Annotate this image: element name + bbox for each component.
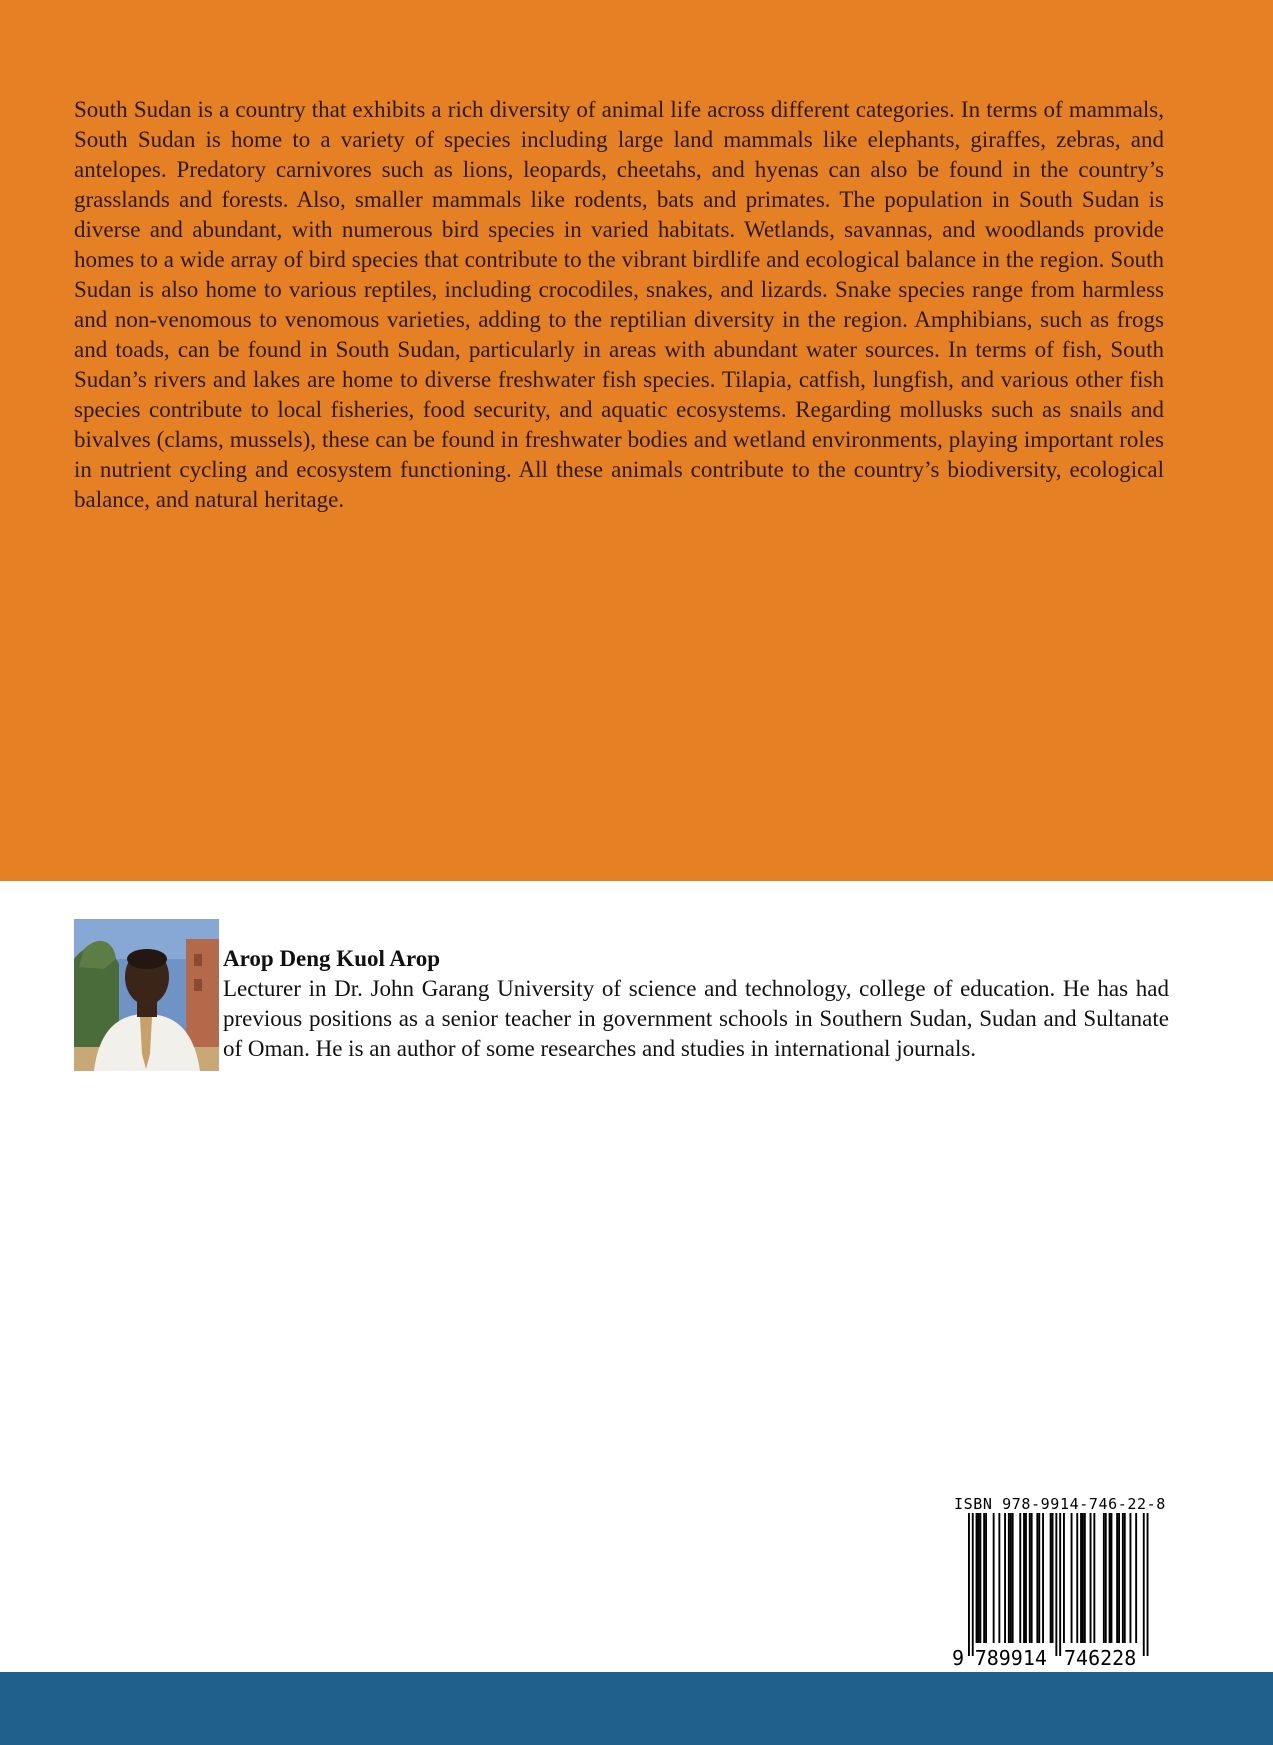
barcode-bar xyxy=(1010,1513,1012,1643)
barcode-bar xyxy=(1042,1513,1044,1643)
barcode-bar xyxy=(1071,1513,1073,1643)
barcode-bar xyxy=(978,1513,980,1643)
barcode-bar xyxy=(1036,1513,1038,1643)
barcode-bar xyxy=(979,1513,981,1643)
barcode-bar xyxy=(1116,1513,1118,1643)
barcode-bar xyxy=(1080,1513,1082,1643)
barcode-bar xyxy=(1025,1513,1027,1643)
barcode-bar xyxy=(1082,1513,1084,1643)
barcode-graphic xyxy=(948,1493,1174,1673)
barcode-bar xyxy=(993,1513,995,1643)
barcode-bar xyxy=(1093,1513,1095,1643)
barcode-bar xyxy=(1076,1513,1078,1643)
barcode-bar xyxy=(1059,1513,1061,1656)
barcode-bar xyxy=(1004,1513,1006,1643)
bottom-color-band xyxy=(0,1672,1273,1745)
barcode-bar xyxy=(998,1513,1000,1643)
barcode-bar xyxy=(1124,1513,1126,1643)
barcode-bar xyxy=(983,1513,985,1643)
barcode-bar xyxy=(1063,1513,1065,1643)
author-portrait-image xyxy=(74,919,219,1071)
barcode-bar xyxy=(1031,1513,1033,1643)
barcode-digits-left: 789914 xyxy=(974,1646,1047,1670)
isbn-label: ISBN 978-9914-746-22-8 xyxy=(954,1495,1166,1513)
barcode-bar xyxy=(1055,1513,1057,1656)
barcode-bar xyxy=(1105,1513,1107,1643)
barcode-bar xyxy=(1109,1513,1111,1643)
author-photo xyxy=(74,919,219,1071)
barcode-bar xyxy=(976,1513,978,1643)
barcode-bar xyxy=(972,1513,974,1656)
barcode-bar xyxy=(1135,1513,1137,1643)
barcode-digits-right: 746228 xyxy=(1064,1646,1137,1670)
barcode-bar xyxy=(1019,1513,1021,1643)
barcode-bar xyxy=(1143,1513,1145,1656)
barcode-bar xyxy=(1084,1513,1086,1643)
barcode-bar xyxy=(1012,1513,1014,1643)
barcode-bar xyxy=(968,1513,970,1656)
barcode-bar xyxy=(985,1513,987,1643)
barcode-bar xyxy=(1008,1513,1010,1643)
barcode-bar xyxy=(1029,1513,1031,1643)
author-bio: Lecturer in Dr. John Garang University of science and technology, college of education. He has had previous positions as a senior teacher in government schools in Southern Sudan, Sudan and Sultanate of Oman. He is an author of some researches and studies in international journals. xyxy=(223,976,1169,1061)
barcode-bar xyxy=(1023,1513,1025,1643)
barcode-bar xyxy=(1130,1513,1132,1643)
barcode-bar xyxy=(1050,1513,1052,1643)
barcode-bar xyxy=(1122,1513,1124,1643)
barcode-bar xyxy=(1118,1513,1120,1643)
author-name: Arop Deng Kuol Arop xyxy=(223,946,441,971)
barcode-digit-lead: 9 xyxy=(952,1646,965,1670)
back-cover-blurb: South Sudan is a country that exhibits a rich diversity of animal life across different categories. In terms of mammals, South Sudan is home to a variety of species including large land mammals like elephants, giraffes, zebras, and antelopes. Predatory carnivores such as lions, leopards, cheetahs, and hyenas can also be found in the country’s grasslands and forests. Also, smaller mammals like rodents, bats and primates. The population in South Sudan is diverse and abundant, with numerous bird species in varied habitats. Wetlands, savannas, and woodlands provide homes to a wide array of bird species that contribute to the vibrant birdlife and ecological balance in the region. South Sudan is also home to various reptiles, including crocodiles, snakes, and lizards. Snake species range from harmless and non-venomous to venomous varieties, adding to the reptilian diversity in the region. Amphibians, such as frogs and toads, can be found in South Sudan, particularly in areas with abundant water sources. In terms of fish, South Sudan’s rivers and lakes are home to diverse freshwater fish species. Tilapia, catfish, lungfish, and various other fish species contribute to local fisheries, food security, and aquatic ecosystems. Regarding mollusks such as snails and bivalves (clams, mussels), these can be found in freshwater bodies and wetland environments, playing important roles in nutrient cycling and ecosystem functioning. All these animals contribute to the country’s biodiversity, ecological balance, and natural heritage. xyxy=(74,97,1164,512)
barcode-bar xyxy=(1090,1513,1092,1643)
barcode-bar xyxy=(1038,1513,1040,1643)
barcode-bar xyxy=(1052,1513,1054,1643)
barcode-bar xyxy=(1147,1513,1149,1656)
barcode-bar xyxy=(1103,1513,1105,1643)
isbn-barcode xyxy=(948,1493,1174,1673)
barcode-bar xyxy=(1111,1513,1113,1643)
